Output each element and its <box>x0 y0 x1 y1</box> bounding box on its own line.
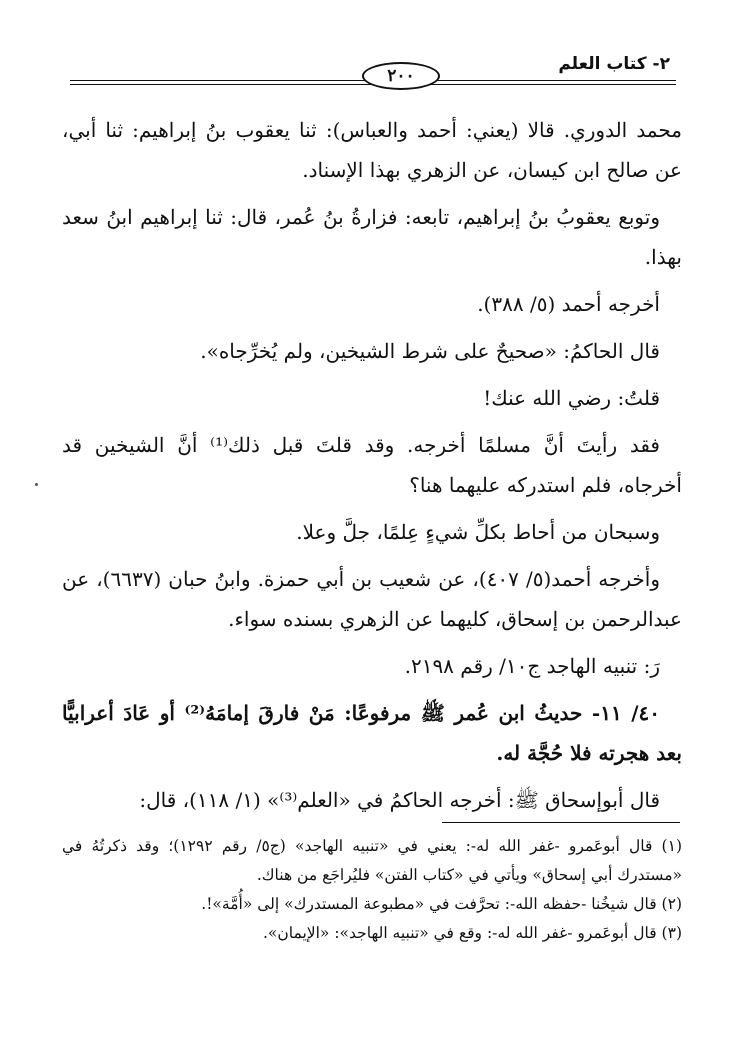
paragraph-takhrij: وأخرجه أحمد(٥/ ٤٠٧)، عن شعيب بن أبي حمزة. وابنُ حبان (٦٦٣٧)، عن عبدالرحمن بن إسحاق، كليهما عن الزهري بسنده سواء. <box>62 567 682 631</box>
paragraph-tanbih-ref: رَ: تنبيه الهاجد ج١٠/ رقم ٢١٩٨. <box>404 654 660 678</box>
running-header <box>70 48 670 88</box>
paragraph-subhan: وسبحان من أحاط بكلِّ شيءٍ عِلمًا، جلَّ وعلا. <box>296 520 660 544</box>
footnote-separator <box>442 822 680 823</box>
main-text <box>62 110 682 827</box>
scan-speck <box>35 483 38 486</box>
hadith-heading: ٤٠/ ١١- حديثُ ابن عُمر ﷺ مرفوعًا: مَنْ فارقَ إمامَهُ⁽²⁾ أو عَادَ أعرابيًّا بعد هجرته فلا حُجَّة له. <box>62 701 682 765</box>
paragraph-mutabaah: وتوبع يعقوبُ بنُ إبراهيم، تابعه: فزارةُ بنُ عُمر، قال: ثنا إبراهيم ابنُ سعد بهذا. <box>62 205 682 269</box>
paragraph-hakim-quote: قال الحاكمُ: «صحيحٌ على شرط الشيخين، ولم يُخرِّجاه». <box>200 339 660 363</box>
footnote-1: (١) قال أبوعَمرو -غفر الله له-: يعني في «تنبيه الهاجد» (ج٥/ رقم ١٢٩٢)؛ وقد ذكرتُهُ في «مستدرك أبي إسحاق» ويأتي في «كتاب الفتن» فليُراجَع من هناك. <box>62 837 682 884</box>
paragraph-ahmad-ref: أخرجه أحمد (٥/ ٣٨٨). <box>477 292 660 316</box>
footnote-2: (٢) قال شيخُنا -حفظه الله-: تحرَّفت في «مطبوعة المستدرك» إلى «أُمَّة»!. <box>201 895 682 913</box>
paragraph-critique: فقد رأيتَ أنَّ مسلمًا أخرجه. وقد قلتَ قبل ذلك⁽¹⁾ أنَّ الشيخين قد أخرجاه، فلم استدركه عليهما هنا؟ <box>62 433 682 497</box>
chapter-title: ٢- كتاب العلم <box>558 54 670 74</box>
page-number: ٢٠٠ <box>362 62 440 90</box>
footnote-3: (٣) قال أبوعَمرو -غفر الله له-: وقع في «تنبيه الهاجد»: «الإيمان». <box>262 924 682 942</box>
paragraph-continuation: محمد الدوري. قالا (يعني: أحمد والعباس): ثنا يعقوب بنُ إبراهيم: ثنا أبي، عن صالح ابن كيسان، عن الزهري بهذا الإسناد. <box>62 118 682 182</box>
footnotes <box>62 832 682 948</box>
paragraph-qultu: قلتُ: رضي الله عنك! <box>483 386 660 410</box>
paragraph-abu-ishaq: قال أبوإسحاق ﷺ: أخرجه الحاكمُ في «العلم⁽³⁾» (١/ ١١٨)، قال: <box>139 788 660 812</box>
